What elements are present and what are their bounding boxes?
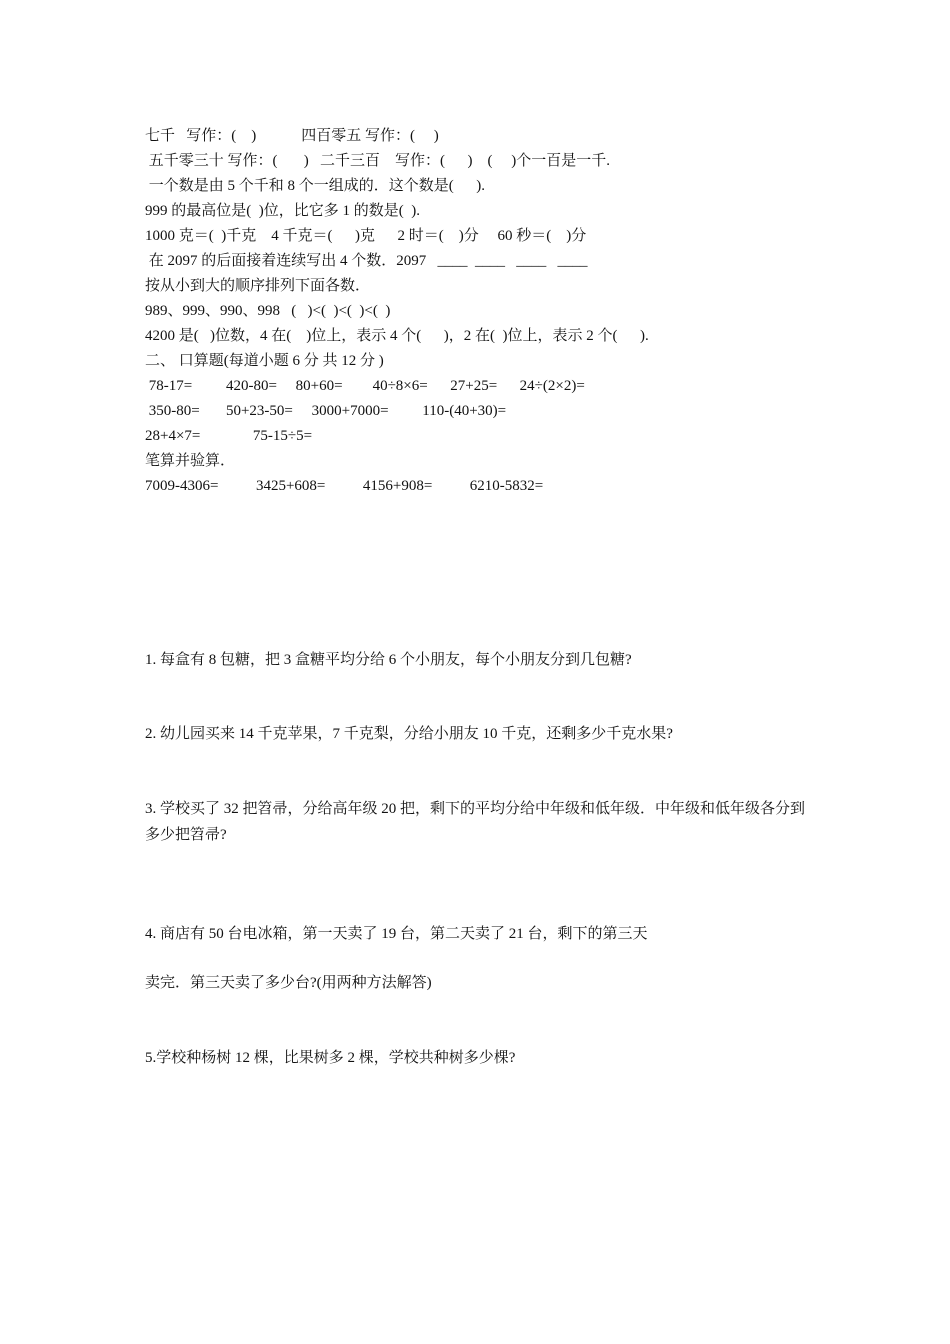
fill-in-line-4: 999 的最高位是( )位，比它多 1 的数是( ).	[145, 203, 420, 219]
oral-row-1: 78-17= 420-80= 80+60= 40÷8×6= 27+25= 24÷(2×2)=	[145, 378, 585, 394]
fill-in-line-6: 在 2097 的后面接着连续写出 4 个数．2097 ____ ____ ____ ____	[145, 253, 588, 269]
fill-in-line-5: 1000 克＝( )千克 4 千克＝( )克 2 时＝( )分 60 秒＝( )分	[145, 228, 587, 244]
oral-row-3: 28+4×7= 75-15÷5=	[145, 428, 313, 444]
fill-in-line-2: 五千零三十 写作：( ) 二千三百 写作：( ) ( )个一百是一千.	[145, 153, 610, 169]
fill-in-line-1: 七千 写作：( ) 四百零五 写作：( )	[145, 128, 439, 144]
problem-1: 1. 每盒有 8 包糖，把 3 盒糖平均分给 6 个小朋友，每个小朋友分到几包糖?	[145, 652, 632, 668]
problem-3: 3. 学校买了 32 把笤帚，分给高年级 20 把，剩下的平均分给中年级和低年级．中年级和低年级各分到多少把笤帚?	[145, 801, 806, 843]
problem-4-line-2: 卖完．第三天卖了多少台?(用两种方法解答)	[145, 975, 432, 991]
written-section-heading: 笔算并验算．	[145, 453, 236, 469]
problem-2: 2. 幼儿园买来 14 千克苹果，7 千克梨，分给小朋友 10 千克，还剩多少千克水果?	[145, 726, 673, 742]
fill-in-line-3: 一个数是由 5 个千和 8 个一组成的．这个数是( ).	[145, 178, 485, 194]
fill-in-line-7: 按从小到大的顺序排列下面各数．	[145, 278, 371, 294]
fill-in-line-9: 4200 是( )位数，4 在( )位上，表示 4 个( )，2 在( )位上，表示 2 个( ).	[145, 328, 649, 344]
written-row: 7009-4306= 3425+608= 4156+908= 6210-5832=	[145, 478, 544, 494]
oral-row-2: 350-80= 50+23-50= 3000+7000= 110-(40+30)=	[145, 403, 507, 419]
problem-4-line-1: 4. 商店有 50 台电冰箱，第一天卖了 19 台，第二天卖了 21 台，剩下的第三天	[145, 926, 648, 942]
problem-5: 5.学校种杨树 12 棵，比果树多 2 棵，学校共种树多少棵?	[145, 1050, 516, 1066]
oral-section-heading: 二、 口算题(每道小题 6 分 共 12 分 )	[145, 353, 384, 369]
fill-in-line-8: 989、999、990、998 ( )<( )<( )<( )	[145, 303, 391, 319]
